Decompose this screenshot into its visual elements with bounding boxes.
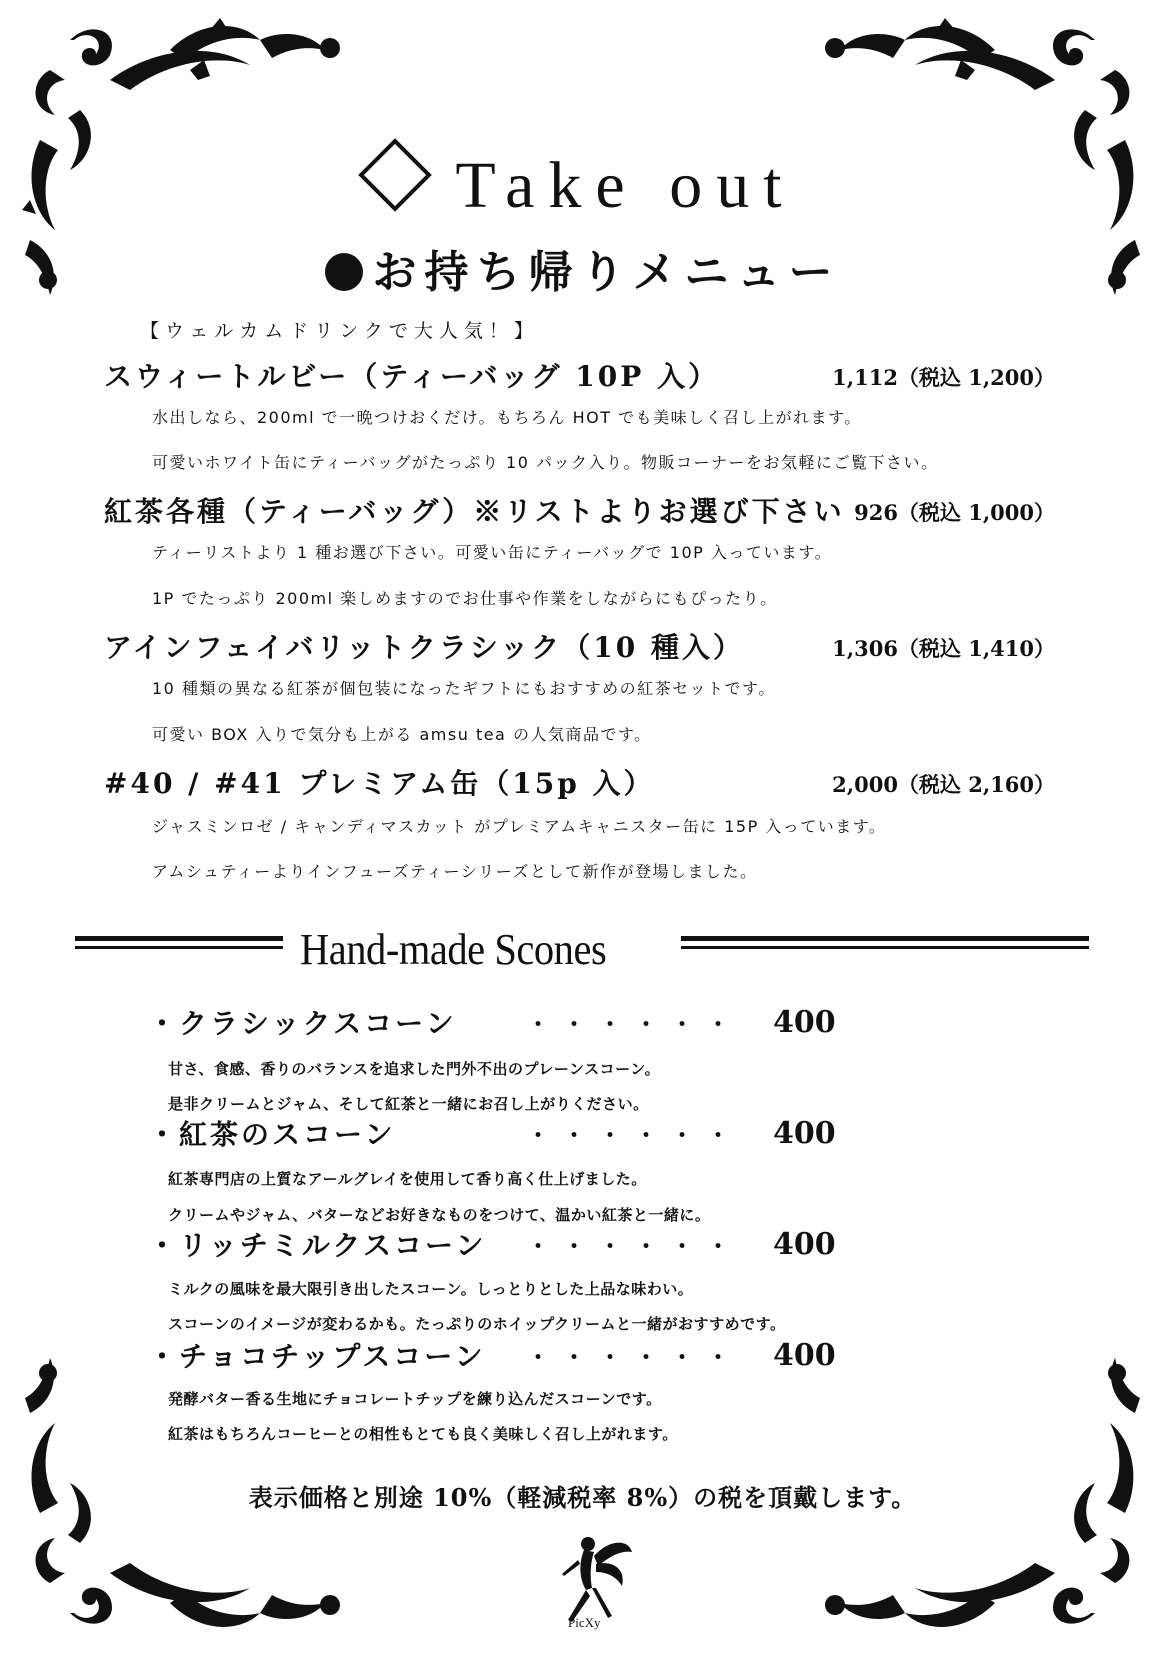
scone-name: ・クラシックスコーン bbox=[148, 1007, 457, 1040]
diamond-icon bbox=[359, 138, 433, 212]
scone-leader-dots: ・・・・・・ bbox=[527, 1234, 744, 1260]
scone-price: 400 bbox=[773, 1116, 836, 1151]
page-title-jp bbox=[0, 236, 1165, 300]
scone-name: ・リッチミルクスコーン bbox=[148, 1229, 487, 1262]
tea-item-price: 1,306（税込 1,410） bbox=[832, 636, 1055, 661]
tea-item-desc: 可愛いホワイト缶にティーバッグがたっぷり 10 パック入り。物販コーナーをお気軽にご覧下さい。 bbox=[152, 453, 939, 472]
scone-desc: ミルクの風味を最大限引き出したスコーン。しっとりとした上品な味わい。 bbox=[168, 1280, 694, 1298]
tea-item-price: 926（税込 1,000） bbox=[854, 500, 1055, 525]
tea-item-price: 2,000（税込 2,160） bbox=[832, 772, 1055, 797]
scone-name: ・紅茶のスコーン bbox=[148, 1118, 396, 1151]
scone-desc: 甘さ、食感、香りのバランスを追求した門外不出のプレーンスコーン。 bbox=[168, 1060, 661, 1078]
logo-text: PicXy bbox=[568, 1615, 601, 1630]
scone-price: 400 bbox=[773, 1227, 836, 1262]
tea-item-desc: 10 種類の異なる紅茶が個包装になったギフトにもおすすめの紅茶セットです。 bbox=[152, 679, 776, 698]
tea-item-desc: 水出しなら、200ml で一晩つけおくだけ。もちろん HOT でも美味しく召し上がれます。 bbox=[152, 408, 862, 427]
title-en-text: Take out bbox=[455, 149, 796, 222]
tea-item-price: 1,112（税込 1,200） bbox=[832, 365, 1055, 390]
scone-leader-dots: ・・・・・・ bbox=[527, 1123, 744, 1149]
scone-price: 400 bbox=[773, 1338, 836, 1373]
scone-desc: クリームやジャム、バターなどお好きなものをつけて、温かい紅茶と一緒に。 bbox=[168, 1206, 711, 1224]
scone-desc: 発酵バター香る生地にチョコレートチップを練り込んだスコーンです。 bbox=[168, 1390, 662, 1408]
tea-item-desc: ジャスミンロゼ / キャンディマスカット がプレミアムキャニスター缶に 15P 入っています。 bbox=[152, 817, 887, 836]
divider-right bbox=[681, 936, 1089, 956]
tea-item-name: スウィートルビー（ティーバッグ 10P 入） bbox=[104, 360, 720, 393]
welcome-label: 【ウェルカムドリンクで大人気！】 bbox=[140, 320, 539, 342]
scone-desc: 是非クリームとジャム、そして紅茶と一緒にお召し上がりください。 bbox=[168, 1095, 649, 1113]
title-jp-text: お持ち帰りメニュー bbox=[372, 247, 841, 298]
scone-leader-dots: ・・・・・・ bbox=[527, 1345, 744, 1371]
tea-item-name: 紅茶各種（ティーバッグ）※リストよりお選び下さい bbox=[104, 495, 845, 528]
scone-leader-dots: ・・・・・・ bbox=[527, 1012, 744, 1038]
scone-desc: 紅茶専門店の上質なアールグレイを使用して香り高く仕上げました。 bbox=[168, 1170, 647, 1188]
tea-item-name: #40 / #41 プレミアム缶（15p 入） bbox=[104, 767, 655, 800]
scone-name: ・チョコチップスコーン bbox=[148, 1340, 486, 1373]
tea-item-desc: ティーリストより 1 種お選び下さい。可愛い缶にティーバッグで 10P 入っています。 bbox=[152, 543, 833, 562]
page-title-en bbox=[0, 148, 1165, 224]
scones-heading: Hand-made Scones bbox=[300, 925, 607, 974]
tax-note: 表示価格と別途 10%（軽減税率 8%）の税を頂戴します。 bbox=[248, 1483, 917, 1512]
tea-item-desc: 1P でたっぷり 200ml 楽しめますのでお仕事や作業をしながらにもぴったり。 bbox=[152, 589, 778, 608]
scone-desc: 紅茶はもちろんコーヒーとの相性もとても良く美味しく召し上がれます。 bbox=[168, 1425, 678, 1443]
tea-item-desc: 可愛い BOX 入りで気分も上がる amsu tea の人気商品です。 bbox=[152, 725, 652, 744]
tea-item-name: アインフェイバリットクラシック（10 種入） bbox=[104, 631, 744, 664]
scone-price: 400 bbox=[773, 1005, 836, 1040]
bullet-icon bbox=[325, 253, 363, 291]
tea-item-desc: アムシュティーよりインフューズティーシリーズとして新作が登場しました。 bbox=[152, 862, 758, 881]
divider-left bbox=[75, 936, 283, 956]
scone-desc: スコーンのイメージが変わるかも。たっぷりのホイップクリームと一緒がおすすめです。 bbox=[168, 1315, 786, 1333]
